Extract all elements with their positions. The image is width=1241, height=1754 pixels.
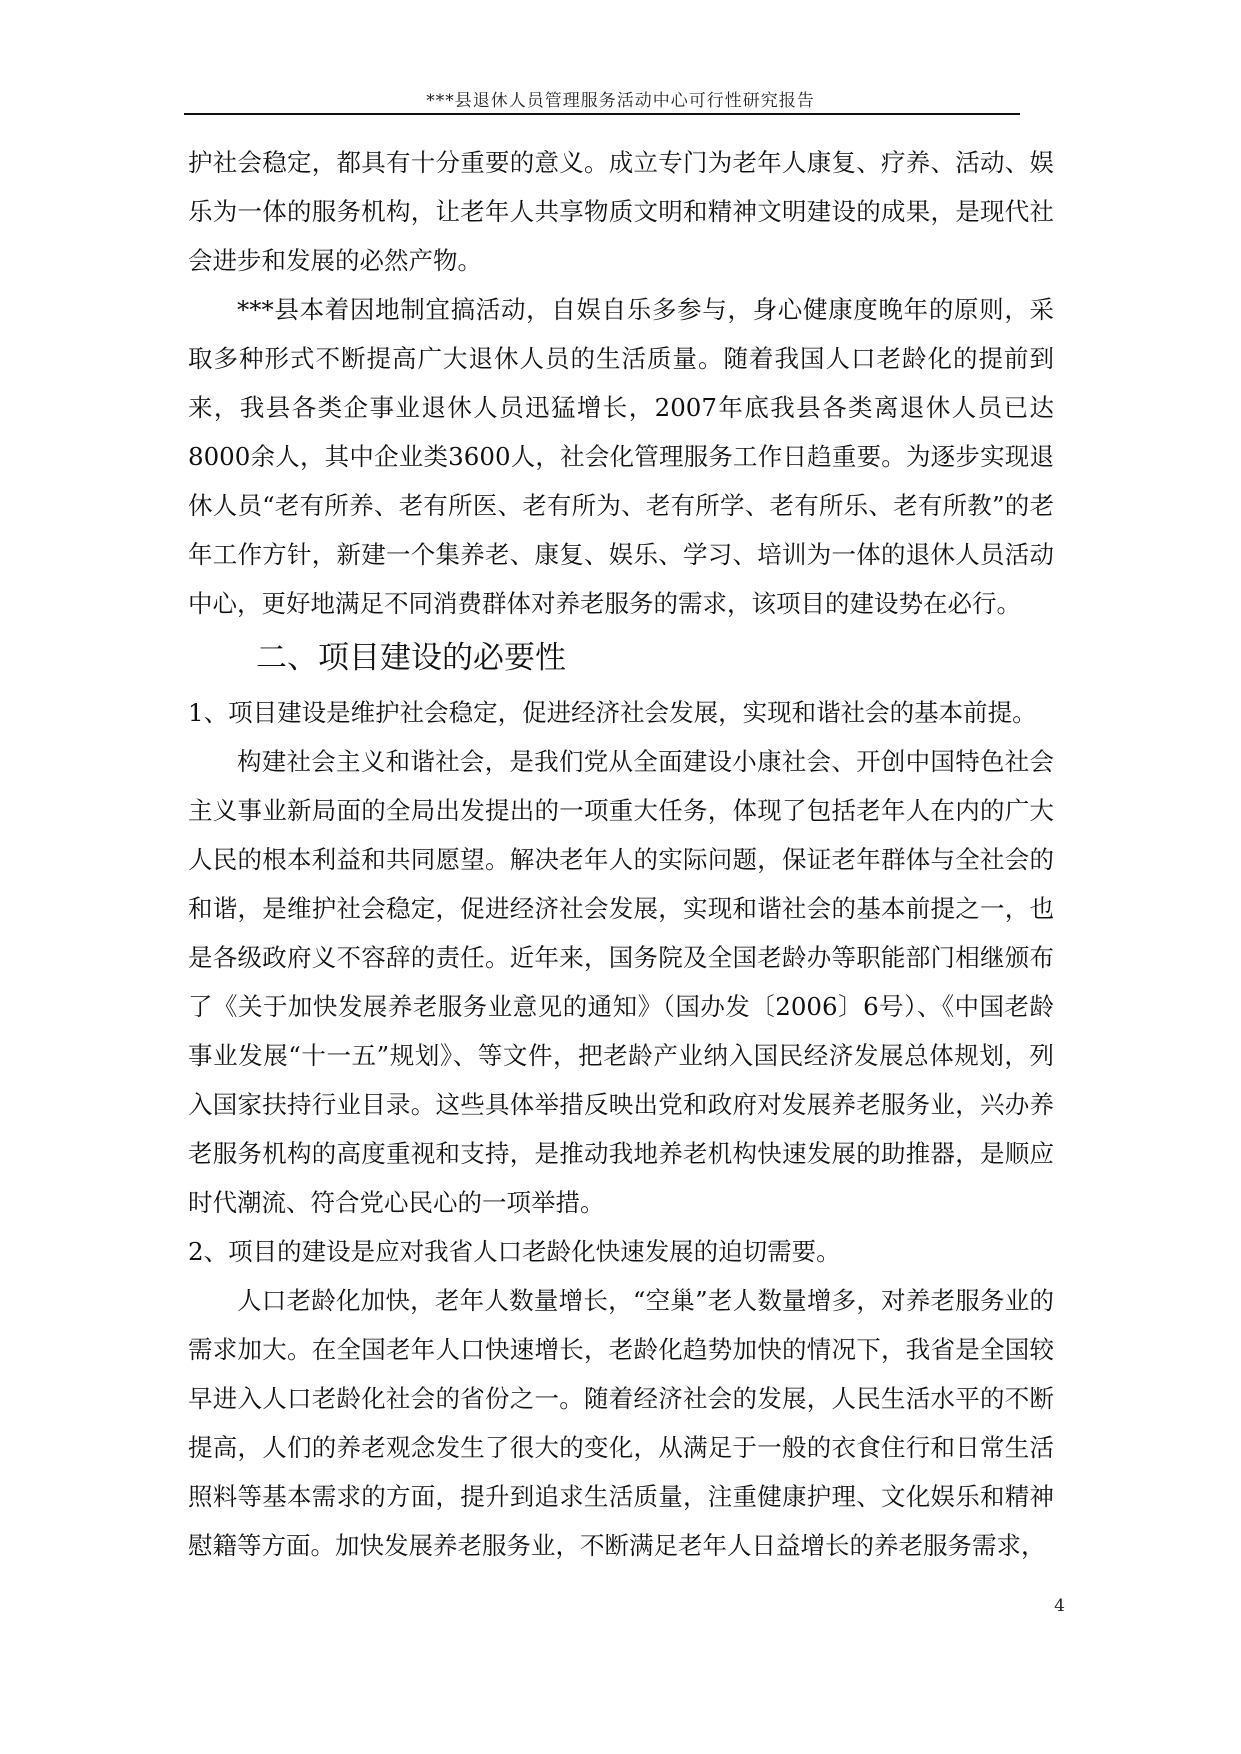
point-2-heading: 2、项目的建设是应对我省人口老龄化快速发展的迫切需要。 bbox=[188, 1237, 841, 1266]
page-number: 4 bbox=[1054, 1596, 1065, 1616]
section-heading: 二、项目建设的必要性 bbox=[256, 640, 566, 676]
running-header: ***县退休人员管理服务活动中心可行性研究报告 bbox=[426, 91, 815, 111]
point-2-body: 人口老龄化加快，老年人数量增长，“空巢”老人数量增多，对养老服务业的需求加大。在全国老年人口快速增长，老龄化趋势加快的情况下，我省是全国较早进入人口老龄化社会的省份之一。随着经济社会的发展，人民生活水平的不断提高，人们的养老观念发生了很大的变化，从满足于一般的衣食住行和日常生活照料等基本需求的方面，提升到追求生活质量，注重健康护理、文化娱乐和精神慰籍等方面。加快发展养老服务业，不断满足老年人日益增长的养老服务需求， bbox=[188, 1286, 1054, 1560]
header-rule bbox=[184, 113, 1020, 115]
point-1-heading: 1、项目建设是维护社会稳定，促进经济社会发展，实现和谐社会的基本前提。 bbox=[188, 698, 1037, 727]
paragraph-county-overview: ***县本着因地制宜搞活动，自娱自乐多参与，身心健康度晚年的原则，采取多种形式不断提高广大退休人员的生活质量。随着我国人口老龄化的提前到来，我县各类企事业退休人员迅猛增长，2007年底我县各类离退休人员已达8000余人，其中企业类3600人，社会化管理服务工作日趋重要。为逐步实现退休人员“老有所养、老有所医、老有所为、老有所学、老有所乐、老有所教”的老年工作方针，新建一个集养老、康复、娱乐、学习、培训为一体的退休人员活动中心，更好地满足不同消费群体对养老服务的需求，该项目的建设势在必行。 bbox=[188, 295, 1054, 618]
paragraph-continuation: 护社会稳定，都具有十分重要的意义。成立专门为老年人康复、疗养、活动、娱乐为一体的服务机构，让老年人共享物质文明和精神文明建设的成果，是现代社会进步和发展的必然产物。 bbox=[188, 148, 1054, 275]
body-text bbox=[188, 138, 1054, 1570]
point-1-body: 构建社会主义和谐社会，是我们党从全面建设小康社会、开创中国特色社会主义事业新局面的全局出发提出的一项重大任务，体现了包括老年人在内的广大人民的根本利益和共同愿望。解决老年人的实际问题，保证老年群体与全社会的和谐，是维护社会稳定，促进经济社会发展，实现和谐社会的基本前提之一，也是各级政府义不容辞的责任。近年来，国务院及全国老龄办等职能部门相继颁布了《关于加快发展养老服务业意见的通知》（国办发〔2006〕6号）、《中国老龄事业发展“十一五”规划》、等文件，把老龄产业纳入国民经济发展总体规划，列入国家扶持行业目录。这些具体举措反映出党和政府对发展养老服务业，兴办养老服务机构的高度重视和支持，是推动我地养老机构快速发展的助推器，是顺应时代潮流、符合党心民心的一项举措。 bbox=[188, 747, 1054, 1217]
